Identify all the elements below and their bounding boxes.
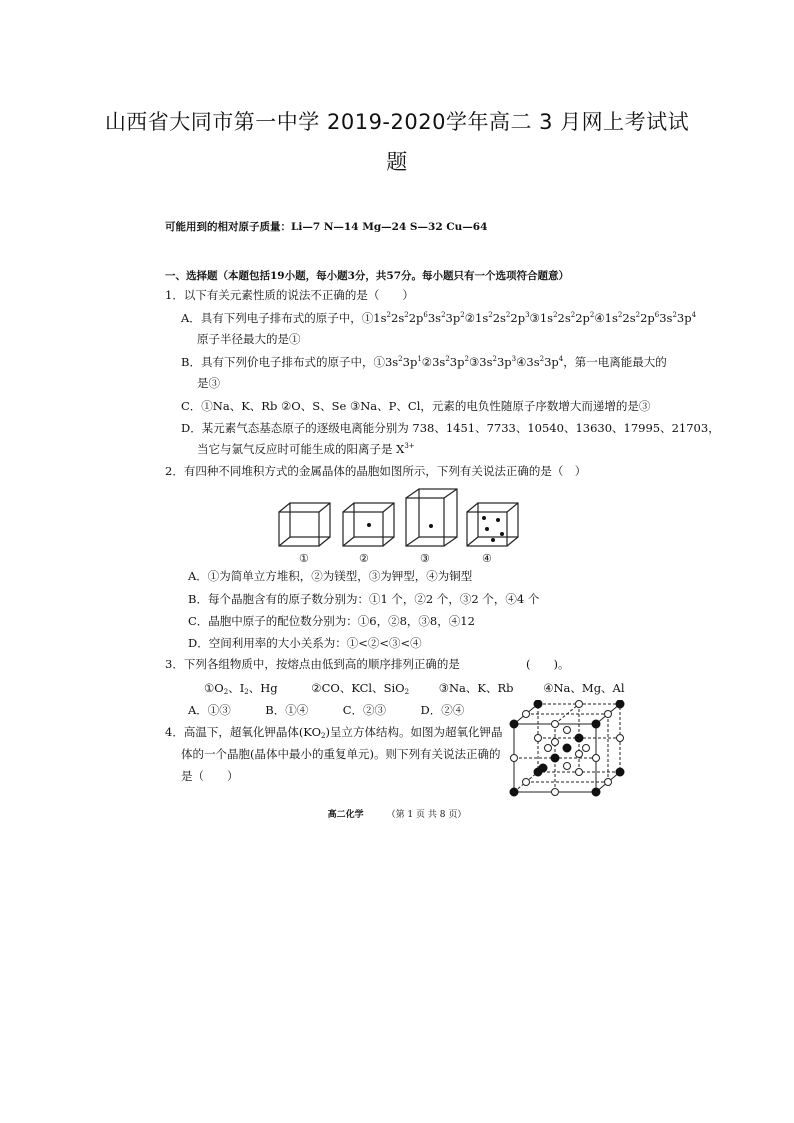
q2-option-d: D．空间利用率的大小关系为：①<②<③<④ xyxy=(188,636,422,650)
q1-option-d-cont xyxy=(197,441,415,457)
q1-option-b-cont: 是③ xyxy=(197,376,220,390)
cell-simple-cubic xyxy=(276,500,336,548)
q3-options: A．①③ B．①④ C．②③ D．②④ xyxy=(188,703,465,717)
q3-group-3: ③Na、K、Rb xyxy=(438,681,514,695)
cell-label-4: ④ xyxy=(482,552,492,565)
page-title: 山西省大同市第一中学 2019-2020学年高二 3 月网上考试试 xyxy=(104,110,690,134)
q1-option-a: A．具有下列电子排布式的原子中，$①1s^22s^22p^63s^23p^2②1s^22s^22p^3③1s^22s^22p^2④1s^22s^22p^63s^23p^4$ xyxy=(181,311,697,325)
q2-option-b: B．每个晶胞含有的原子数分别为：①1 个，②2 个，③2 个，④4 个 xyxy=(188,592,540,606)
q3-stem: 3．下列各组物质中，按熔点由低到高的顺序排列正确的是 xyxy=(165,657,460,671)
ko2-unit-cell-figure xyxy=(508,700,630,798)
q1-b-prefix: B．具有下列价电子排布式的原子中， xyxy=(181,355,374,369)
cell-tall-prism xyxy=(403,486,463,548)
q2-stem: 2．有四种不同堆积方式的金属晶体的晶胞如图所示，下列有关说法正确的是（ ） xyxy=(165,464,587,478)
q1-option-d: D．某元素气态基态原子的逐级电离能分别为 738、1451、7733、10540、13630、17995、21703， xyxy=(181,421,720,435)
section-heading: 一、选择题（本题包括19小题，每小题3分，共57分。每小题只有一个选项符合题意） xyxy=(165,270,570,282)
q1-stem: 1．以下有关元素性质的说法不正确的是（ ） xyxy=(165,288,414,302)
cell-label-1: ① xyxy=(299,552,309,565)
page-footer xyxy=(0,807,794,820)
q2-option-a: A．①为简单立方堆积，②为镁型，③为钾型，④为铜型 xyxy=(188,569,473,583)
q3-groups xyxy=(204,680,625,696)
q3-group-4: ④Na、Mg、Al xyxy=(543,681,625,695)
atomic-mass-note: 可能用到的相对原子质量：Li—7 N—14 Mg—24 S—32 Cu—64 xyxy=(165,221,488,233)
q4-stem-line2: 体的一个晶胞(晶体中最小的重复单元)。则下列有关说法正确的 xyxy=(181,747,501,761)
page-title-cont: 题 xyxy=(386,150,408,174)
q1-d-charge: 3+ xyxy=(404,442,415,450)
q3-group-2: ②CO、KCl、SiO$_2$ xyxy=(311,681,410,696)
q2-option-c: C．晶胞中原子的配位数分别为：①6，②8，③8，④12 xyxy=(188,614,475,628)
q3-group-1: $①O_2$、$I_2$、Hg xyxy=(204,681,278,696)
footer-subject: 高二化学 xyxy=(327,810,364,820)
q1-option-b: B．具有下列价电子排布式的原子中，$①3s^23p^1②3s^23p^2③3s^23p^3④3s^23p^4$，第一电离能最大的 xyxy=(181,355,667,369)
cell-label-3: ③ xyxy=(420,552,430,565)
q4-l1-b: )呈立方体结构。如图为超氧化钾晶 xyxy=(325,725,503,739)
q1-d-cont-text: 当它与氯气反应时可能生成的阳离子是 X xyxy=(197,442,405,456)
cell-label-2: ② xyxy=(359,552,369,565)
q4-stem-line3: 是（ ） xyxy=(181,769,239,783)
q1-a-prefix: A．具有下列电子排布式的原子中， xyxy=(181,311,362,325)
q3-paren: ( )。 xyxy=(526,657,570,671)
q1-option-a-cont: 原子半径最大的是① xyxy=(197,332,301,346)
cell-body-centered xyxy=(340,500,400,548)
cell-face-centered xyxy=(464,500,524,548)
footer-page: （第 1 页 共 8 页） xyxy=(386,810,467,820)
q4-l1-a: 4．高温下，超氧化钾晶体(KO xyxy=(165,725,322,739)
q1-option-c: C．①Na、K、Rb ②O、S、Se ③Na、P、Cl，元素的电负性随原子序数增大而递增的是③ xyxy=(181,399,651,413)
q1-b-suffix: ，第一电离能最大的 xyxy=(563,355,667,369)
q4-stem-line1: 4．高温下，超氧化钾晶体$(KO_2)$呈立方体结构。如图为超氧化钾晶 xyxy=(165,725,503,740)
